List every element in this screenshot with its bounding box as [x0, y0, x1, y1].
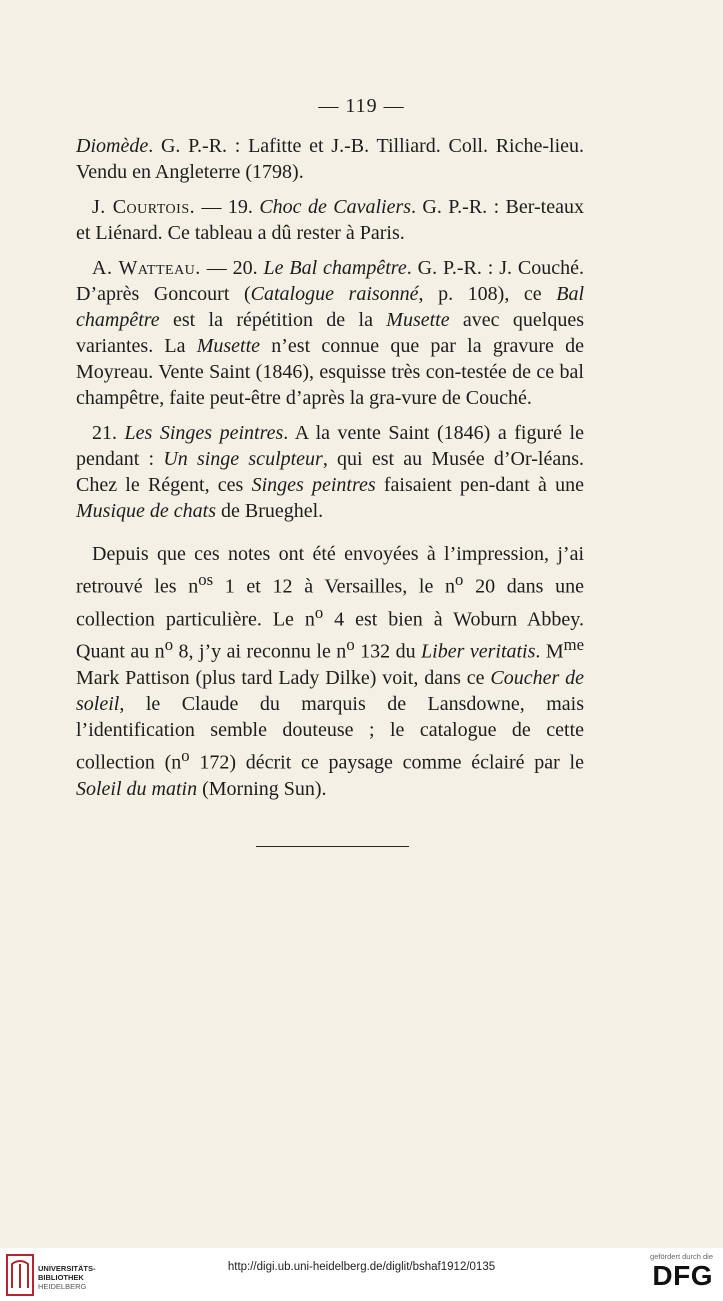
entry-watteau [76, 255, 584, 411]
text-segment: 4 est bien à Woburn Abbey. Quant au n [76, 608, 584, 663]
text-segment: . G. P.-R. : Lafitte et J.-B. Tilliard. Coll. Riche-lieu. Vendu en Angleterre (1798). [76, 135, 584, 183]
title-soleil-du-matin: Soleil du matin [76, 777, 198, 800]
section-divider [256, 846, 409, 847]
text-segment: . A la vente Saint (1846) a figuré le pendant : [76, 422, 584, 470]
library-name-line-3: HEIDELBERG [38, 1282, 87, 1291]
text-segment: — 19. [195, 196, 260, 218]
superscript: o [346, 635, 355, 655]
title-coucher-de-soleil: Coucher de soleil [76, 666, 584, 715]
text-segment: Depuis que ces notes ont été envoyées à l’impression, j’ai retrouvé les n [76, 543, 584, 598]
title-musette-2: Musette [196, 335, 261, 357]
paragraph-5 [76, 541, 584, 802]
superscript: o [181, 745, 190, 765]
title-diomede: Diomède [76, 135, 149, 157]
text-segment: , qui est au Musée d’Or-léans. Chez le Régent, ces [76, 448, 585, 496]
library-name-line-2: BIBLIOTHEK [38, 1273, 84, 1282]
text-segment: Mark Pattison (plus tard Lady Dilke) voit, dans ce [76, 666, 491, 689]
title-musique-de-chats: Musique de chats [76, 500, 216, 522]
paragraph-3 [76, 255, 584, 411]
text-segment: n’est connue que par la gravure de Moyreau. Vente Saint (1846), esquisse très con-testée de ce bal champêtre, faite peut-être d’après la gra-vure de Couché. [76, 335, 584, 409]
superscript: os [198, 570, 214, 589]
digitization-footer [0, 1248, 723, 1301]
text-segment: 8, j’y ai reconnu le n [173, 640, 347, 663]
paragraph-4 [76, 420, 584, 524]
addendum [76, 541, 584, 802]
permalink-url[interactable]: http://digi.ub.uni-heidelberg.de/diglit/bshaf1912/0135 [227, 1261, 496, 1273]
dfg-logo-text: DFG [652, 1260, 713, 1291]
text-segment: , p. 108), ce [418, 283, 557, 305]
superscript: o [164, 635, 174, 655]
text-segment: . M [535, 640, 564, 663]
funder-logo[interactable] [633, 1252, 713, 1291]
text-segment: est la répétition de la [159, 309, 387, 331]
library-name-line-1: UNIVERSITÄTS- [38, 1264, 96, 1273]
text-segment: avec quelques variantes. La [76, 309, 584, 357]
funding-note: gefördert durch die [650, 1252, 713, 1261]
title-singes-peintres: Les Singes peintres [124, 422, 284, 444]
text-segment: de Brueghel. [215, 500, 324, 522]
text-segment: 1 et 12 à Versailles, le n [213, 575, 456, 598]
title-singes-peintres-2: Singes peintres [251, 474, 376, 496]
superscript: o [314, 602, 324, 622]
title-choc-de-cavaliers: Choc de Cavaliers [259, 196, 412, 218]
title-catalogue-raisonne: Catalogue raisonné [250, 283, 419, 305]
text-segment: . G. P.-R. : J. Couché. D’après Goncourt ( [76, 257, 584, 305]
text-segment: 132 du [354, 640, 422, 663]
title-singe-sculpteur: Un singe sculpteur [163, 448, 323, 470]
text-segment: , le Claude du marquis de Lansdowne, mais l’identification semble douteuse ; le catalogue de cette collection (n [76, 692, 584, 774]
text-segment: — 20. [200, 257, 264, 279]
entry-number: 21. [92, 422, 125, 444]
artist-watteau: A. Watteau. [92, 257, 201, 279]
title-liber-veritatis: Liber veritatis [421, 640, 536, 663]
text-segment: (Morning Sun). [197, 777, 327, 800]
entry-diomede [76, 133, 584, 185]
text-segment: 172) décrit ce paysage comme éclairé par le [189, 751, 584, 774]
superscript: o [455, 570, 464, 589]
page-number: — 119 — [318, 95, 405, 117]
paragraph-2 [76, 194, 584, 246]
text-segment: faisaient pen-dant à une [375, 474, 584, 496]
superscript: me [563, 635, 585, 655]
paragraph-1 [76, 133, 584, 185]
text-segment: . G. P.-R. : Ber-teaux et Liénard. Ce tableau a dû rester à Paris. [76, 196, 584, 244]
entry-courtois [76, 194, 584, 246]
title-bal-champetre-2: Bal champêtre [76, 283, 585, 331]
entry-singes-peintres [76, 420, 584, 524]
text-segment: 20 dans une collection particulière. Le n [76, 575, 584, 631]
title-bal-champetre: Le Bal champêtre [263, 257, 407, 279]
artist-courtois: J. Courtois. [92, 196, 196, 218]
title-musette: Musette [386, 309, 450, 331]
